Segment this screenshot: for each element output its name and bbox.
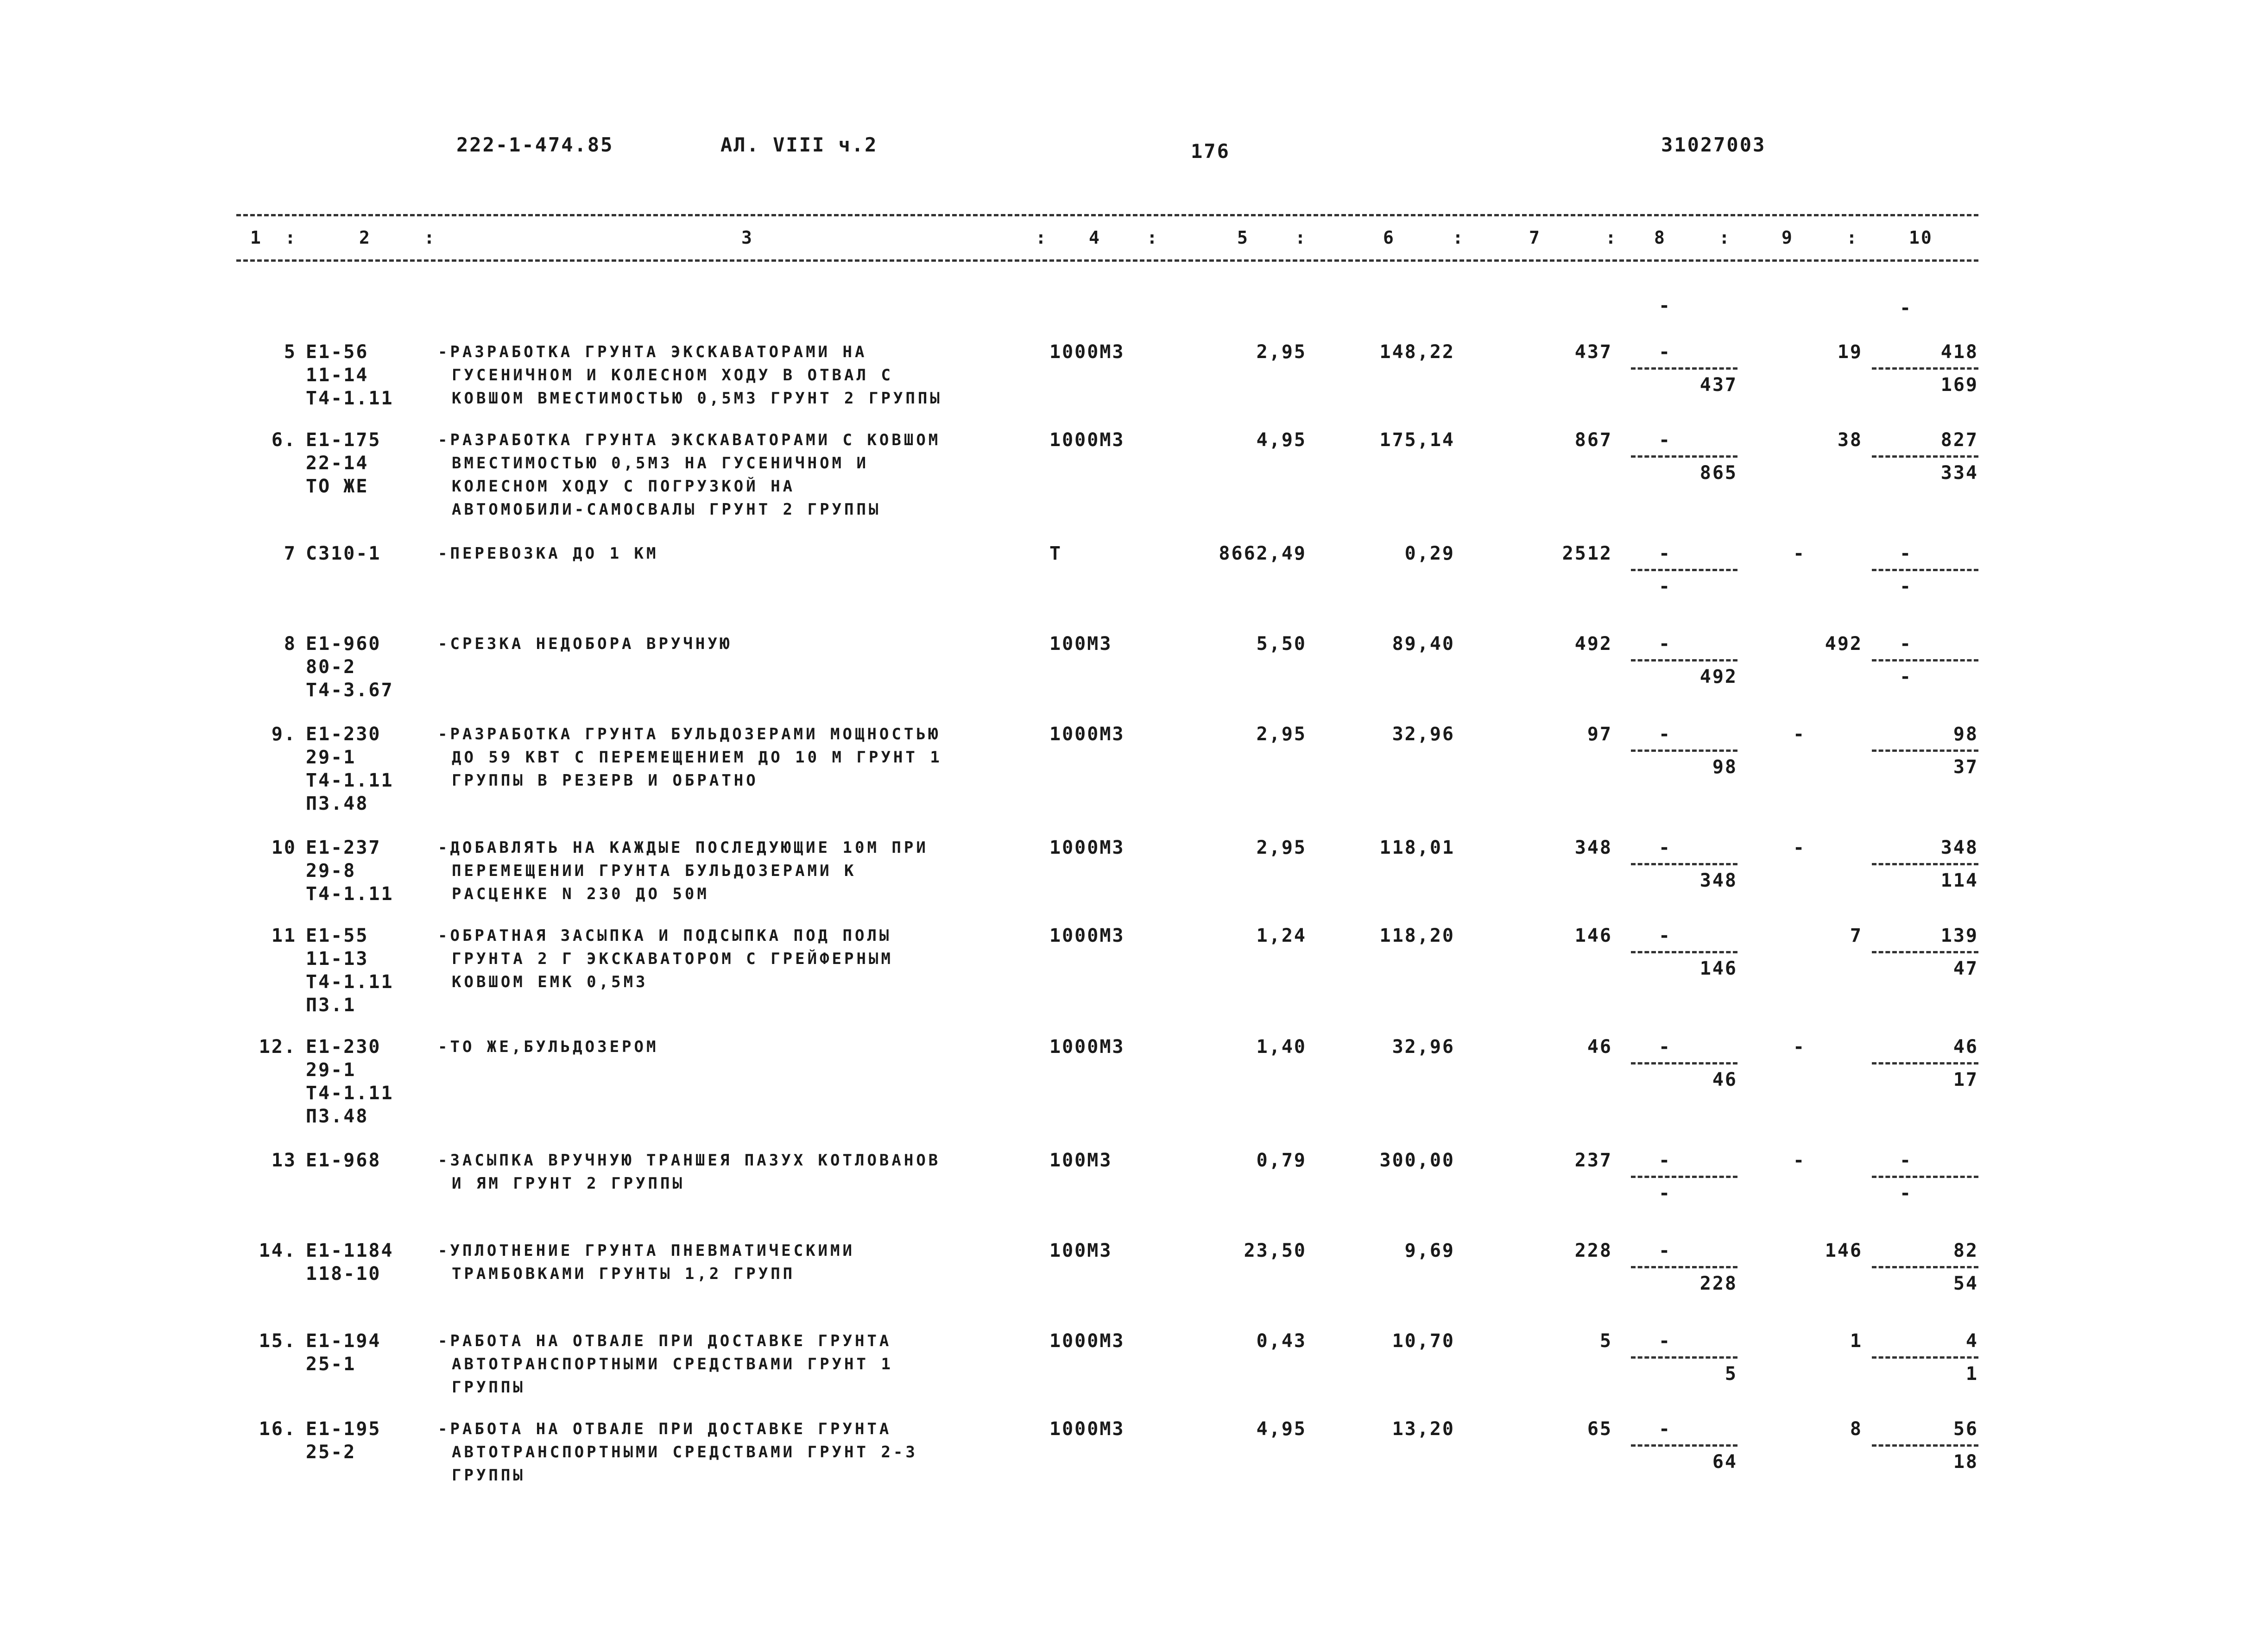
unit-price: 0,29 bbox=[1404, 543, 1455, 564]
col8-bottom: 437 bbox=[1699, 374, 1737, 396]
header-rule-top bbox=[236, 214, 1978, 216]
col10-bottom: 47 bbox=[1953, 958, 1978, 979]
total-cost: 97 bbox=[1587, 724, 1612, 745]
fraction-line bbox=[1872, 1266, 1978, 1268]
fraction-line bbox=[1631, 569, 1737, 571]
page-number: 176 bbox=[1191, 140, 1230, 163]
description-line: АВТОТРАНСПОРТНЫМИ СРЕДСТВАМИ ГРУНТ 1 bbox=[452, 1355, 893, 1373]
unit-of-measure: 1000М3 bbox=[1049, 837, 1125, 858]
col10-fraction bbox=[1872, 1035, 1978, 1091]
fraction-line bbox=[1631, 455, 1737, 458]
col8-top: - bbox=[1659, 633, 1672, 655]
rate-code: ТО ЖЕ bbox=[306, 476, 369, 497]
col10-bottom: 18 bbox=[1953, 1451, 1978, 1473]
description-line: -РАЗРАБОТКА ГРУНТА ЭКСКАВАТОРАМИ С КОВШОМ bbox=[438, 431, 941, 449]
description-line: -РАБОТА НА ОТВАЛЕ ПРИ ДОСТАВКЕ ГРУНТА bbox=[438, 1420, 892, 1438]
col10-top: - bbox=[1900, 633, 1913, 655]
fraction-line bbox=[1872, 367, 1978, 370]
rate-code: 29-8 bbox=[306, 860, 356, 882]
col8-top: - bbox=[1659, 1240, 1672, 1261]
col10-bottom: 169 bbox=[1940, 374, 1978, 396]
fraction-line bbox=[1872, 659, 1978, 661]
description-line: И ЯМ ГРУНТ 2 ГРУППЫ bbox=[452, 1174, 685, 1193]
rate-codes bbox=[306, 1417, 381, 1464]
col10-fraction bbox=[1872, 1149, 1978, 1205]
rate-code: 118-10 bbox=[306, 1263, 381, 1285]
description-line: -ЗАСЫПКА ВРУЧНУЮ ТРАНШЕЯ ПАЗУХ КОТЛОВАНОВ bbox=[438, 1151, 941, 1170]
col9-value: - bbox=[1793, 1150, 1806, 1171]
rate-code: 22-14 bbox=[306, 453, 369, 474]
col8-bottom: 865 bbox=[1699, 462, 1737, 484]
work-description bbox=[438, 632, 1017, 655]
fraction-line bbox=[1631, 750, 1737, 752]
description-line: АВТОТРАНСПОРТНЫМИ СРЕДСТВАМИ ГРУНТ 2-3 bbox=[452, 1443, 918, 1461]
col10-fraction bbox=[1872, 428, 1978, 485]
col10-bottom: - bbox=[1900, 1183, 1913, 1204]
fraction-line bbox=[1631, 1176, 1737, 1178]
description-line: ПЕРЕМЕЩЕНИИ ГРУНТА БУЛЬДОЗЕРАМИ К bbox=[452, 862, 857, 880]
description-line: -ОБРАТНАЯ ЗАСЫПКА И ПОДСЫПКА ПОД ПОЛЫ bbox=[438, 926, 892, 945]
column-number: 4 bbox=[1089, 227, 1101, 248]
col10-top: - bbox=[1900, 543, 1913, 564]
column-number: 10 bbox=[1909, 227, 1933, 248]
col10-fraction bbox=[1872, 836, 1978, 892]
fraction-line bbox=[1872, 569, 1978, 571]
col10-top: 418 bbox=[1940, 341, 1978, 363]
fraction-line bbox=[1872, 1176, 1978, 1178]
description-line: АВТОМОБИЛИ-САМОСВАЛЫ ГРУНТ 2 ГРУППЫ bbox=[452, 500, 881, 519]
total-cost: 867 bbox=[1574, 429, 1612, 451]
col10-bottom: 114 bbox=[1940, 870, 1978, 891]
row-number: 13 bbox=[271, 1150, 297, 1171]
col10-top: 139 bbox=[1940, 925, 1978, 946]
rate-codes bbox=[306, 428, 381, 498]
col10-fraction bbox=[1872, 1239, 1978, 1295]
rate-code: Т4-1.11 bbox=[306, 883, 394, 905]
work-description bbox=[438, 836, 1017, 906]
column-separator: : bbox=[1719, 227, 1731, 248]
work-description bbox=[438, 1329, 1017, 1399]
unit-price: 118,20 bbox=[1379, 925, 1455, 946]
unit-of-measure: 100М3 bbox=[1049, 1150, 1112, 1171]
col8-bottom: 146 bbox=[1699, 958, 1737, 979]
rate-code: Е1-194 bbox=[306, 1330, 381, 1352]
column-number: 8 bbox=[1654, 227, 1666, 248]
rate-code: Е1-1184 bbox=[306, 1240, 394, 1261]
col9-value: 8 bbox=[1850, 1418, 1863, 1440]
col10-top: 827 bbox=[1940, 429, 1978, 451]
col8-top: - bbox=[1659, 1330, 1672, 1352]
unit-of-measure: Т bbox=[1049, 543, 1062, 564]
col8-top: - bbox=[1659, 341, 1672, 363]
total-cost: 237 bbox=[1574, 1150, 1612, 1171]
rate-code: Т4-1.11 bbox=[306, 971, 394, 993]
col9-value: 38 bbox=[1837, 429, 1863, 451]
description-line: КОВШОМ ЕМК 0,5М3 bbox=[452, 973, 648, 991]
col10-fraction bbox=[1872, 723, 1978, 779]
doc-code: 222-1-474.85 bbox=[456, 133, 614, 156]
rate-code: Е1-195 bbox=[306, 1418, 381, 1440]
rate-code: 11-14 bbox=[306, 365, 369, 386]
col8-bottom: 46 bbox=[1712, 1069, 1737, 1090]
rate-code: Е1-237 bbox=[306, 837, 381, 858]
col10-bottom: 334 bbox=[1940, 462, 1978, 484]
col10-fraction bbox=[1872, 1417, 1978, 1474]
rate-code: С310-1 bbox=[306, 543, 381, 564]
work-description bbox=[438, 542, 1017, 565]
rate-codes bbox=[306, 542, 381, 565]
rate-codes bbox=[306, 723, 394, 815]
description-line: КОЛЕСНОМ ХОДУ С ПОГРУЗКОЙ НА bbox=[452, 477, 796, 496]
fraction-line bbox=[1872, 1356, 1978, 1359]
fraction-line bbox=[1631, 1266, 1737, 1268]
col8-top: - bbox=[1659, 925, 1672, 946]
row-number: 12. bbox=[259, 1036, 297, 1058]
description-line: ГРУППЫ bbox=[452, 1378, 525, 1397]
col8-fraction bbox=[1631, 428, 1737, 485]
description-line: -ТО ЖЕ,БУЛЬДОЗЕРОМ bbox=[438, 1038, 659, 1056]
unit-price: 148,22 bbox=[1379, 341, 1455, 363]
description-line: ГУСЕНИЧНОМ И КОЛЕСНОМ ХОДУ В ОТВАЛ С bbox=[452, 366, 893, 384]
col8-fraction bbox=[1631, 632, 1737, 688]
rate-code: 25-1 bbox=[306, 1354, 356, 1375]
rate-code: Е1-230 bbox=[306, 724, 381, 745]
col8-bottom: 492 bbox=[1699, 666, 1737, 687]
description-line: -ДОБАВЛЯТЬ НА КАЖДЫЕ ПОСЛЕДУЮЩИЕ 10М ПРИ bbox=[438, 838, 929, 857]
fraction-line bbox=[1631, 1356, 1737, 1359]
col10-fraction bbox=[1872, 542, 1978, 598]
column-separator: : bbox=[1846, 227, 1858, 248]
unit-of-measure: 1000М3 bbox=[1049, 925, 1125, 946]
col9-value: - bbox=[1793, 837, 1806, 858]
carry-mark-col8: - bbox=[1659, 295, 1672, 316]
col10-bottom: 37 bbox=[1953, 756, 1978, 778]
col8-top: - bbox=[1659, 837, 1672, 858]
work-description bbox=[438, 723, 1017, 792]
total-cost: 2512 bbox=[1562, 543, 1612, 564]
rate-code: Т4-1.11 bbox=[306, 388, 394, 409]
column-separator: : bbox=[1453, 227, 1465, 248]
col9-value: - bbox=[1793, 1036, 1806, 1058]
rate-code: 80-2 bbox=[306, 656, 356, 678]
rate-codes bbox=[306, 836, 394, 906]
quantity: 1,24 bbox=[1256, 925, 1307, 946]
col9-value: 7 bbox=[1850, 925, 1863, 946]
total-cost: 146 bbox=[1574, 925, 1612, 946]
col10-fraction bbox=[1872, 632, 1978, 688]
rate-code: 11-13 bbox=[306, 948, 369, 970]
col8-bottom: 5 bbox=[1725, 1363, 1737, 1385]
fraction-line bbox=[1872, 1444, 1978, 1447]
work-description bbox=[438, 1035, 1017, 1058]
col10-fraction bbox=[1872, 1329, 1978, 1386]
col10-top: 82 bbox=[1953, 1240, 1978, 1261]
unit-price: 9,69 bbox=[1404, 1240, 1455, 1261]
col10-top: 98 bbox=[1953, 724, 1978, 745]
col8-top: - bbox=[1659, 1150, 1672, 1171]
col9-value: 146 bbox=[1825, 1240, 1863, 1261]
total-cost: 46 bbox=[1587, 1036, 1612, 1058]
fraction-line bbox=[1872, 1062, 1978, 1064]
description-line: -ПЕРЕВОЗКА ДО 1 КМ bbox=[438, 544, 659, 563]
fraction-line bbox=[1872, 750, 1978, 752]
description-line: РАСЦЕНКЕ N 230 ДО 50М bbox=[452, 885, 709, 903]
work-description bbox=[438, 1149, 1017, 1195]
row-number: 9. bbox=[271, 724, 297, 745]
total-cost: 492 bbox=[1574, 633, 1612, 655]
col9-value: - bbox=[1793, 724, 1806, 745]
col8-top: - bbox=[1659, 724, 1672, 745]
unit-price: 300,00 bbox=[1379, 1150, 1455, 1171]
unit-of-measure: 1000М3 bbox=[1049, 429, 1125, 451]
column-separator: : bbox=[1147, 227, 1159, 248]
rate-code: 29-1 bbox=[306, 1059, 356, 1081]
col8-fraction bbox=[1631, 1239, 1737, 1295]
col9-value: - bbox=[1793, 543, 1806, 564]
col8-bottom: - bbox=[1659, 1183, 1672, 1204]
col8-fraction bbox=[1631, 542, 1737, 598]
col8-bottom: 348 bbox=[1699, 870, 1737, 891]
column-number: 7 bbox=[1529, 227, 1541, 248]
quantity: 0,79 bbox=[1256, 1150, 1307, 1171]
col8-fraction bbox=[1631, 836, 1737, 892]
work-description bbox=[438, 1417, 1017, 1487]
col8-top: - bbox=[1659, 429, 1672, 451]
unit-price: 32,96 bbox=[1392, 724, 1455, 745]
quantity: 1,40 bbox=[1256, 1036, 1307, 1058]
unit-price: 175,14 bbox=[1379, 429, 1455, 451]
description-line: ВМЕСТИМОСТЬЮ 0,5М3 НА ГУСЕНИЧНОМ И bbox=[452, 454, 869, 472]
col8-fraction bbox=[1631, 1329, 1737, 1386]
col10-top: 56 bbox=[1953, 1418, 1978, 1440]
unit-price: 13,20 bbox=[1392, 1418, 1455, 1440]
row-number: 10 bbox=[271, 837, 297, 858]
col10-top: 348 bbox=[1940, 837, 1978, 858]
column-separator: : bbox=[1605, 227, 1617, 248]
row-number: 15. bbox=[259, 1330, 297, 1352]
description-line: -РАЗРАБОТКА ГРУНТА БУЛЬДОЗЕРАМИ МОЩНОСТЬЮ bbox=[438, 725, 941, 743]
row-number: 11 bbox=[271, 925, 297, 946]
rate-codes bbox=[306, 1239, 394, 1285]
rate-code: Е1-55 bbox=[306, 925, 369, 946]
description-line: ДО 59 КВТ С ПЕРЕМЕЩЕНИЕМ ДО 10 М ГРУНТ 1 bbox=[452, 748, 942, 767]
rate-code: Е1-230 bbox=[306, 1036, 381, 1058]
total-cost: 228 bbox=[1574, 1240, 1612, 1261]
header-rule-bottom bbox=[236, 259, 1978, 262]
rate-code: П3.48 bbox=[306, 793, 369, 814]
total-cost: 5 bbox=[1599, 1330, 1612, 1352]
fraction-line bbox=[1631, 367, 1737, 370]
work-description bbox=[438, 340, 1017, 410]
unit-price: 32,96 bbox=[1392, 1036, 1455, 1058]
rate-code: Е1-175 bbox=[306, 429, 381, 451]
description-line: -СРЕЗКА НЕДОБОРА ВРУЧНУЮ bbox=[438, 635, 733, 653]
rate-code: 25-2 bbox=[306, 1442, 356, 1463]
col8-bottom: 64 bbox=[1712, 1451, 1737, 1473]
unit-of-measure: 100М3 bbox=[1049, 1240, 1112, 1261]
column-number: 2 bbox=[359, 227, 371, 248]
quantity: 2,95 bbox=[1256, 341, 1307, 363]
col8-bottom: - bbox=[1659, 576, 1672, 597]
unit-of-measure: 1000М3 bbox=[1049, 1036, 1125, 1058]
col10-top: 46 bbox=[1953, 1036, 1978, 1058]
rate-code: Е1-960 bbox=[306, 633, 381, 655]
col8-fraction bbox=[1631, 924, 1737, 980]
quantity: 5,50 bbox=[1256, 633, 1307, 655]
description-line: ГРУППЫ В РЕЗЕРВ И ОБРАТНО bbox=[452, 771, 758, 790]
fraction-line bbox=[1631, 659, 1737, 661]
col8-fraction bbox=[1631, 1149, 1737, 1205]
total-cost: 437 bbox=[1574, 341, 1612, 363]
album-label: АЛ. VIII ч.2 bbox=[720, 133, 878, 156]
col9-value: 1 bbox=[1850, 1330, 1863, 1352]
column-separator: : bbox=[424, 227, 436, 248]
quantity: 23,50 bbox=[1244, 1240, 1307, 1261]
col10-bottom: 17 bbox=[1953, 1069, 1978, 1090]
col8-bottom: 98 bbox=[1712, 756, 1737, 778]
work-description bbox=[438, 1239, 1017, 1285]
rate-codes bbox=[306, 1035, 394, 1128]
row-number: 7 bbox=[284, 543, 297, 564]
row-number: 6. bbox=[271, 429, 297, 451]
carry-mark-col10: - bbox=[1900, 297, 1913, 319]
rate-codes bbox=[306, 632, 394, 702]
total-cost: 65 bbox=[1587, 1418, 1612, 1440]
rate-codes bbox=[306, 1149, 381, 1172]
work-description bbox=[438, 428, 1017, 521]
unit-of-measure: 1000М3 bbox=[1049, 724, 1125, 745]
col8-fraction bbox=[1631, 1417, 1737, 1474]
col10-bottom: 1 bbox=[1965, 1363, 1978, 1385]
quantity: 4,95 bbox=[1256, 429, 1307, 451]
column-number: 6 bbox=[1383, 227, 1395, 248]
row-number: 8 bbox=[284, 633, 297, 655]
total-cost: 348 bbox=[1574, 837, 1612, 858]
description-line: -РАБОТА НА ОТВАЛЕ ПРИ ДОСТАВКЕ ГРУНТА bbox=[438, 1332, 892, 1350]
fraction-line bbox=[1631, 1062, 1737, 1064]
work-description bbox=[438, 924, 1017, 994]
col8-fraction bbox=[1631, 723, 1737, 779]
rate-code: П3.1 bbox=[306, 995, 356, 1016]
col8-bottom: 228 bbox=[1699, 1273, 1737, 1294]
column-separator: : bbox=[1036, 227, 1048, 248]
col8-fraction bbox=[1631, 1035, 1737, 1091]
description-line: ГРУНТА 2 Г ЭКСКАВАТОРОМ С ГРЕЙФЕРНЫМ bbox=[452, 950, 893, 968]
quantity: 8662,49 bbox=[1219, 543, 1307, 564]
rate-codes bbox=[306, 924, 394, 1017]
description-line: -РАЗРАБОТКА ГРУНТА ЭКСКАВАТОРАМИ НА bbox=[438, 343, 867, 361]
col10-bottom: - bbox=[1900, 576, 1913, 597]
row-number: 16. bbox=[259, 1418, 297, 1440]
rate-code: Е1-968 bbox=[306, 1150, 381, 1171]
col10-bottom: 54 bbox=[1953, 1273, 1978, 1294]
unit-of-measure: 1000М3 bbox=[1049, 1418, 1125, 1440]
col10-top: - bbox=[1900, 1150, 1913, 1171]
fraction-line bbox=[1872, 863, 1978, 865]
fraction-line bbox=[1872, 455, 1978, 458]
description-line: КОВШОМ ВМЕСТИМОСТЬЮ 0,5М3 ГРУНТ 2 ГРУППЫ bbox=[452, 389, 942, 408]
col8-top: - bbox=[1659, 1036, 1672, 1058]
column-number: 3 bbox=[741, 227, 753, 248]
rate-code: Т4-1.11 bbox=[306, 1083, 394, 1104]
rate-code: Т4-1.11 bbox=[306, 770, 394, 791]
col8-top: - bbox=[1659, 543, 1672, 564]
col8-fraction bbox=[1631, 340, 1737, 397]
unit-of-measure: 1000М3 bbox=[1049, 341, 1125, 363]
rate-codes bbox=[306, 1329, 381, 1376]
fraction-line bbox=[1872, 951, 1978, 953]
rate-code: 29-1 bbox=[306, 747, 356, 768]
row-number: 14. bbox=[259, 1240, 297, 1261]
column-separator: : bbox=[1295, 227, 1307, 248]
col10-fraction bbox=[1872, 924, 1978, 980]
rate-code: Е1-56 bbox=[306, 341, 369, 363]
fraction-line bbox=[1631, 1444, 1737, 1447]
col9-value: 19 bbox=[1837, 341, 1863, 363]
column-separator: : bbox=[285, 227, 297, 248]
document-ref: 31027003 bbox=[1661, 133, 1766, 156]
quantity: 4,95 bbox=[1256, 1418, 1307, 1440]
unit-price: 89,40 bbox=[1392, 633, 1455, 655]
fraction-line bbox=[1631, 863, 1737, 865]
quantity: 2,95 bbox=[1256, 724, 1307, 745]
row-number: 5 bbox=[284, 341, 297, 363]
rate-code: Т4-3.67 bbox=[306, 680, 394, 701]
unit-of-measure: 100М3 bbox=[1049, 633, 1112, 655]
fraction-line bbox=[1631, 951, 1737, 953]
col10-bottom: - bbox=[1900, 666, 1913, 687]
quantity: 2,95 bbox=[1256, 837, 1307, 858]
col8-top: - bbox=[1659, 1418, 1672, 1440]
column-number: 5 bbox=[1237, 227, 1249, 248]
unit-of-measure: 1000М3 bbox=[1049, 1330, 1125, 1352]
column-number: 9 bbox=[1782, 227, 1794, 248]
column-number: 1 bbox=[250, 227, 262, 248]
unit-price: 118,01 bbox=[1379, 837, 1455, 858]
quantity: 0,43 bbox=[1256, 1330, 1307, 1352]
description-line: -УПЛОТНЕНИЕ ГРУНТА ПНЕВМАТИЧЕСКИМИ bbox=[438, 1241, 855, 1260]
col10-fraction bbox=[1872, 340, 1978, 397]
col9-value: 492 bbox=[1825, 633, 1863, 655]
rate-code: П3.48 bbox=[306, 1106, 369, 1127]
unit-price: 10,70 bbox=[1392, 1330, 1455, 1352]
col10-top: 4 bbox=[1965, 1330, 1978, 1352]
rate-codes bbox=[306, 340, 394, 410]
description-line: ГРУППЫ bbox=[452, 1466, 525, 1485]
description-line: ТРАМБОВКАМИ ГРУНТЫ 1,2 ГРУПП bbox=[452, 1265, 796, 1283]
